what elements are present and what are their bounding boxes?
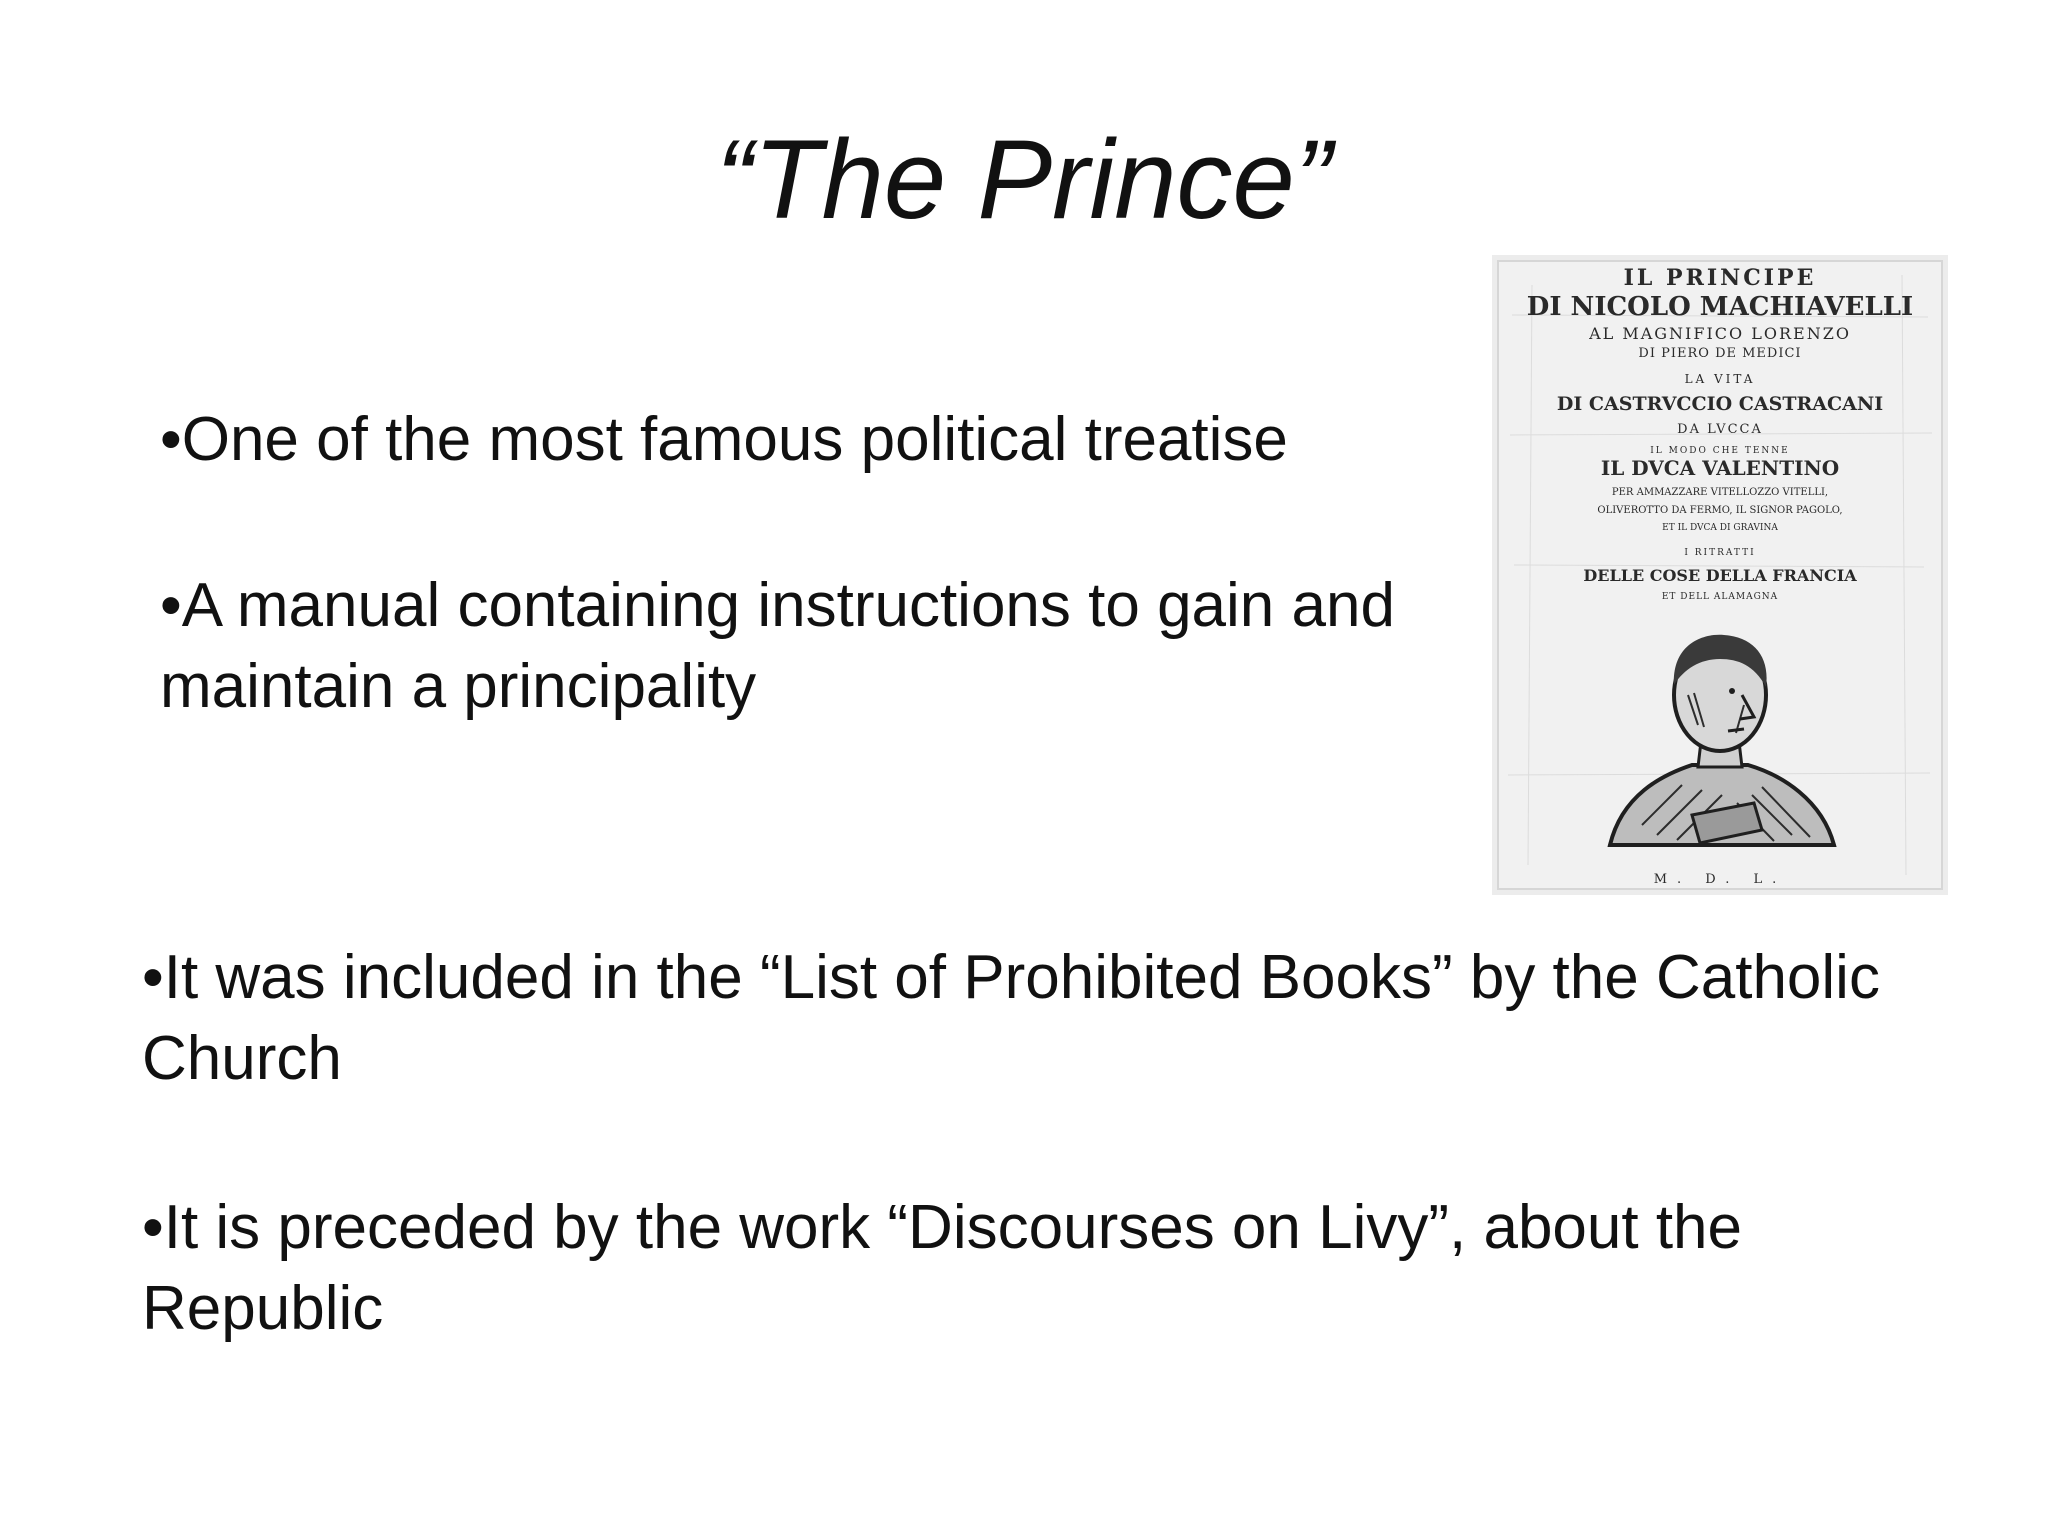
cover-line: DA LVCCA (1677, 422, 1763, 437)
book-cover-illustration (1492, 255, 1948, 895)
bullet-marker: • (142, 943, 164, 1012)
cover-line: ET IL DVCA DI GRAVINA (1662, 523, 1778, 533)
cover-line: I RITRATTI (1684, 548, 1756, 558)
bullet-marker: • (142, 1193, 164, 1262)
bullet-text: It is preceded by the work “Discourses on Livy”, about the Republic (142, 1193, 1743, 1343)
bullet-item (142, 938, 1922, 1099)
book-cover-image (1492, 255, 1948, 895)
bullet-item (160, 566, 1460, 727)
cover-line: LA VITA (1684, 372, 1756, 386)
slide-title: “The Prince” (715, 117, 1333, 242)
cover-line: IL DVCA VALENTINO (1600, 456, 1840, 480)
bullet-text: A manual containing instructions to gain and maintain a principality (160, 571, 1395, 721)
cover-line: IL PRINCIPE (1623, 265, 1817, 291)
cover-line: DI PIERO DE MEDICI (1638, 346, 1802, 361)
cover-line: DI CASTRVCCIO CASTRACANI (1556, 393, 1884, 415)
cover-line: DI NICOLO MACHIAVELLI (1526, 292, 1914, 322)
bullet-text: It was included in the “List of Prohibited Books” by the Catholic Church (142, 943, 1880, 1093)
cover-line: M. D. L. (1653, 872, 1787, 887)
bullet-text: One of the most famous political treatise (181, 405, 1288, 474)
bullet-marker: • (160, 405, 182, 474)
cover-line: DELLE COSE DELLA FRANCIA (1583, 566, 1857, 585)
bullet-marker: • (160, 571, 182, 640)
cover-line: IL MODO CHE TENNE (1650, 446, 1790, 456)
cover-line: OLIVEROTTO DA FERMO, IL SIGNOR PAGOLO, (1597, 505, 1843, 516)
bullet-item (160, 400, 1460, 481)
bullet-item (142, 1188, 1922, 1349)
cover-line: PER AMMAZZARE VITELLOZZO VITELLI, (1611, 487, 1829, 498)
cover-line: ET DELL ALAMAGNA (1661, 592, 1779, 602)
cover-line: AL MAGNIFICO LORENZO (1589, 324, 1851, 343)
